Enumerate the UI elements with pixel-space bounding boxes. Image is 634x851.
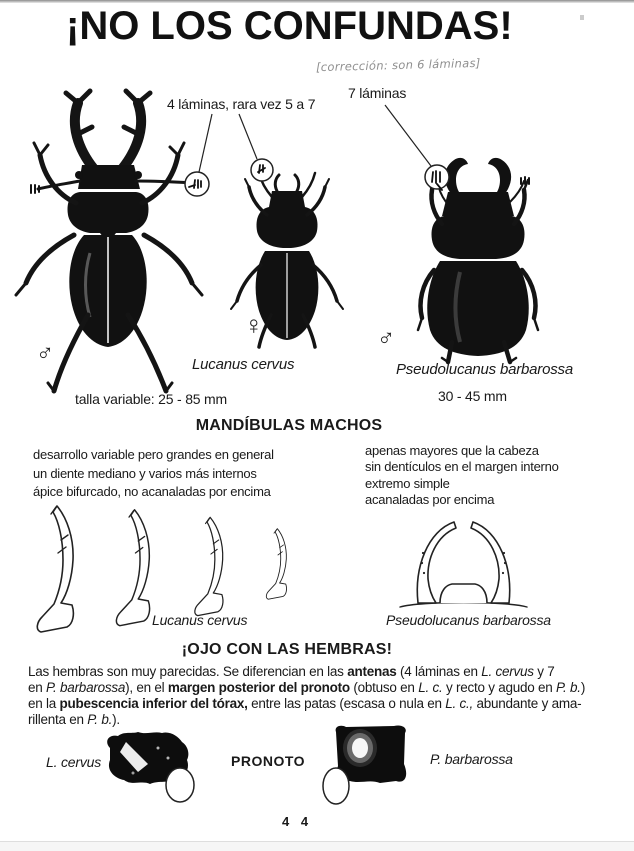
paragraph-line — [28, 712, 585, 728]
text-line: desarrollo variable pero grandes en general — [33, 447, 274, 462]
species-label-lucanus-cervus: Lucanus cervus — [192, 356, 295, 373]
text-run: Las hembras son muy parecidas. Se diferencian en las — [28, 664, 348, 679]
text-run: en — [28, 679, 47, 695]
female-gender-icon: ♀ — [244, 310, 264, 340]
head-arch-illustration — [396, 515, 531, 610]
handwritten-correction-note: [corrección: son 6 láminas] — [315, 55, 481, 75]
size-label-lucanus: talla variable: 25 - 85 mm — [75, 391, 227, 407]
pronotum-label-center: PRONOTO — [231, 753, 306, 769]
text-run: y recto y agudo en — [442, 679, 557, 695]
section-heading-mandibulas: MANDÍBULAS MACHOS — [195, 417, 383, 434]
paragraph-line — [28, 664, 585, 680]
size-label-pseudolucanus: 30 - 45 mm — [438, 388, 507, 404]
text-line: apenas mayores que la cabeza — [365, 443, 539, 458]
magnifier-circle-icon — [166, 768, 194, 802]
stag-beetle-female-illustration — [225, 155, 345, 350]
text-run: y 7 — [533, 664, 555, 679]
text-line: ápice bifurcado, no acanaladas por encima — [33, 484, 271, 499]
pronotum-illustration-l-cervus — [98, 728, 198, 806]
page-number: 4 4 — [282, 814, 313, 829]
pronotum-label-p-barbarossa: P. barbarossa — [430, 751, 513, 767]
mandibles-text-lucanus — [33, 446, 274, 502]
text-run-italic: P. barbarossa — [46, 679, 126, 695]
text-run: ), en el — [125, 679, 168, 695]
callout-label-pseudolucanus-lamellae: 7 láminas — [348, 85, 407, 101]
scan-bottom-edge — [0, 841, 634, 851]
pronotum-label-l-cervus: L. cervus — [46, 754, 101, 770]
scan-top-edge — [0, 0, 634, 3]
mandible-caption-lucanus: Lucanus cervus — [152, 612, 248, 628]
callout-label-lucanus-lamellae: 4 láminas, rara vez 5 a 7 — [167, 96, 316, 112]
text-run: entre las patas (escasa o nula en — [247, 695, 446, 711]
magnifier-circle-icon — [323, 768, 349, 804]
text-run: ) — [580, 679, 586, 695]
section-heading-hembras: ¡OJO CON LAS HEMBRAS! — [181, 641, 393, 658]
male-gender-icon: ♂ — [36, 340, 54, 367]
text-run: (4 láminas en — [396, 664, 482, 679]
stag-beetle-male-illustration — [0, 85, 220, 395]
text-run-italic: L. c. — [418, 679, 443, 695]
text-line: extremo simple — [365, 475, 450, 491]
species-label-pseudolucanus-barbarossa: Pseudolucanus barbarossa — [396, 361, 573, 378]
mandibles-text-pseudolucanus — [365, 443, 559, 508]
mandible-caption-pseudolucanus: Pseudolucanus barbarossa — [386, 612, 551, 628]
page-title: ¡NO LOS CONFUNDAS! — [66, 4, 513, 48]
pronotum-illustration-p-barbarossa — [322, 724, 422, 808]
text-line: sin dentículos en el margen interno — [365, 459, 559, 475]
text-line: un diente mediano y varios más internos — [33, 465, 257, 481]
male-gender-icon: ♂ — [377, 325, 395, 352]
text-run: ). — [112, 711, 120, 727]
text-run-italic: P. b. — [556, 679, 581, 695]
text-run: (obtuso en — [349, 679, 419, 695]
text-run: rillenta en — [28, 711, 88, 727]
text-run: abundante y ama- — [473, 695, 582, 711]
text-run-italic: L. c., — [445, 695, 473, 711]
text-run-italic: P. b. — [87, 711, 113, 727]
text-run: en la — [28, 695, 60, 711]
text-run-bold: margen posterior del pronoto — [167, 679, 350, 695]
text-run-italic: L. cervus — [481, 664, 534, 679]
text-run-bold: pubescencia inferior del tórax, — [59, 695, 248, 711]
females-paragraph — [28, 664, 585, 728]
paragraph-line — [28, 696, 585, 712]
text-line: acanaladas por encima — [365, 491, 495, 507]
paragraph-line — [28, 680, 585, 696]
scan-speck — [580, 15, 584, 20]
pseudolucanus-male-illustration — [390, 140, 565, 365]
text-run-bold: antenas — [347, 664, 397, 679]
